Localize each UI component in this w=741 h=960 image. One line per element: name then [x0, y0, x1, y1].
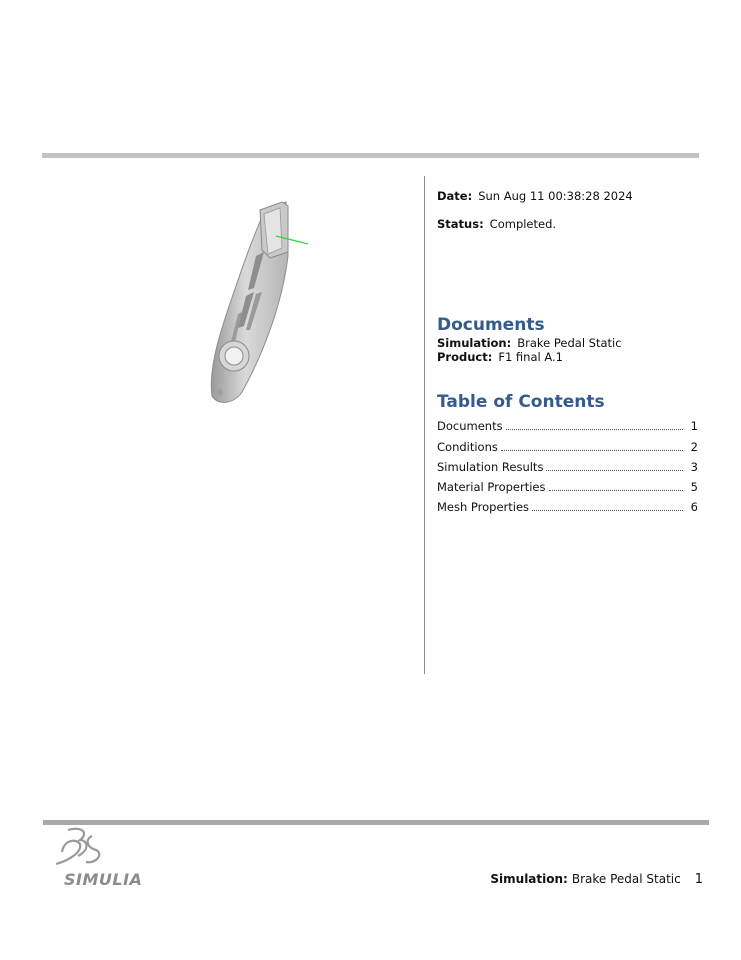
documents-simulation-label: Simulation: — [437, 336, 512, 350]
status-value: Completed. — [489, 217, 557, 231]
date-value: Sun Aug 11 00:38:28 2024 — [478, 189, 633, 203]
toc-heading: Table of Contents — [437, 392, 605, 412]
date-line — [437, 189, 633, 203]
toc-leader — [549, 490, 684, 491]
footer-simulation-value: Brake Pedal Static — [571, 872, 681, 886]
status-line — [437, 217, 556, 231]
toc-item-page: 5 — [690, 480, 698, 495]
toc-item-label: Material Properties — [437, 480, 546, 495]
model-preview-image — [190, 196, 330, 408]
documents-simulation-value: Brake Pedal Static — [517, 336, 622, 350]
footer-simulation-label: Simulation: — [490, 872, 568, 886]
toc-item-page: 6 — [690, 500, 698, 515]
footer-rule — [43, 820, 709, 825]
toc-item-documents[interactable] — [437, 413, 699, 433]
toc-item-page: 1 — [690, 419, 698, 434]
toc-item-material-properties[interactable] — [437, 474, 699, 494]
toc-leader — [501, 450, 683, 451]
page-number: 1 — [694, 872, 703, 887]
documents-product-line — [437, 350, 563, 364]
toc-item-page: 2 — [690, 439, 698, 454]
header-rule — [42, 153, 699, 158]
toc-item-label: Documents — [437, 419, 503, 434]
toc-item-conditions[interactable] — [437, 433, 699, 453]
column-divider — [424, 176, 425, 674]
status-label: Status: — [437, 217, 484, 231]
toc-item-label: Simulation Results — [437, 459, 544, 474]
documents-product-value: F1 final A.1 — [498, 350, 563, 364]
toc-item-label: Mesh Properties — [437, 500, 530, 515]
documents-simulation-line — [437, 336, 622, 350]
toc-leader — [506, 429, 683, 430]
date-label: Date: — [437, 189, 473, 203]
documents-product-label: Product: — [437, 350, 493, 364]
table-of-contents — [437, 413, 699, 514]
documents-heading: Documents — [437, 315, 545, 335]
toc-item-label: Conditions — [437, 439, 498, 454]
toc-leader — [532, 510, 683, 511]
toc-leader — [546, 470, 683, 471]
toc-item-page: 3 — [690, 459, 698, 474]
toc-item-simulation-results[interactable] — [437, 454, 699, 474]
simulia-logo-text: SIMULIA — [64, 870, 143, 889]
toc-item-mesh-properties[interactable] — [437, 494, 699, 514]
footer-simulation — [490, 872, 703, 887]
